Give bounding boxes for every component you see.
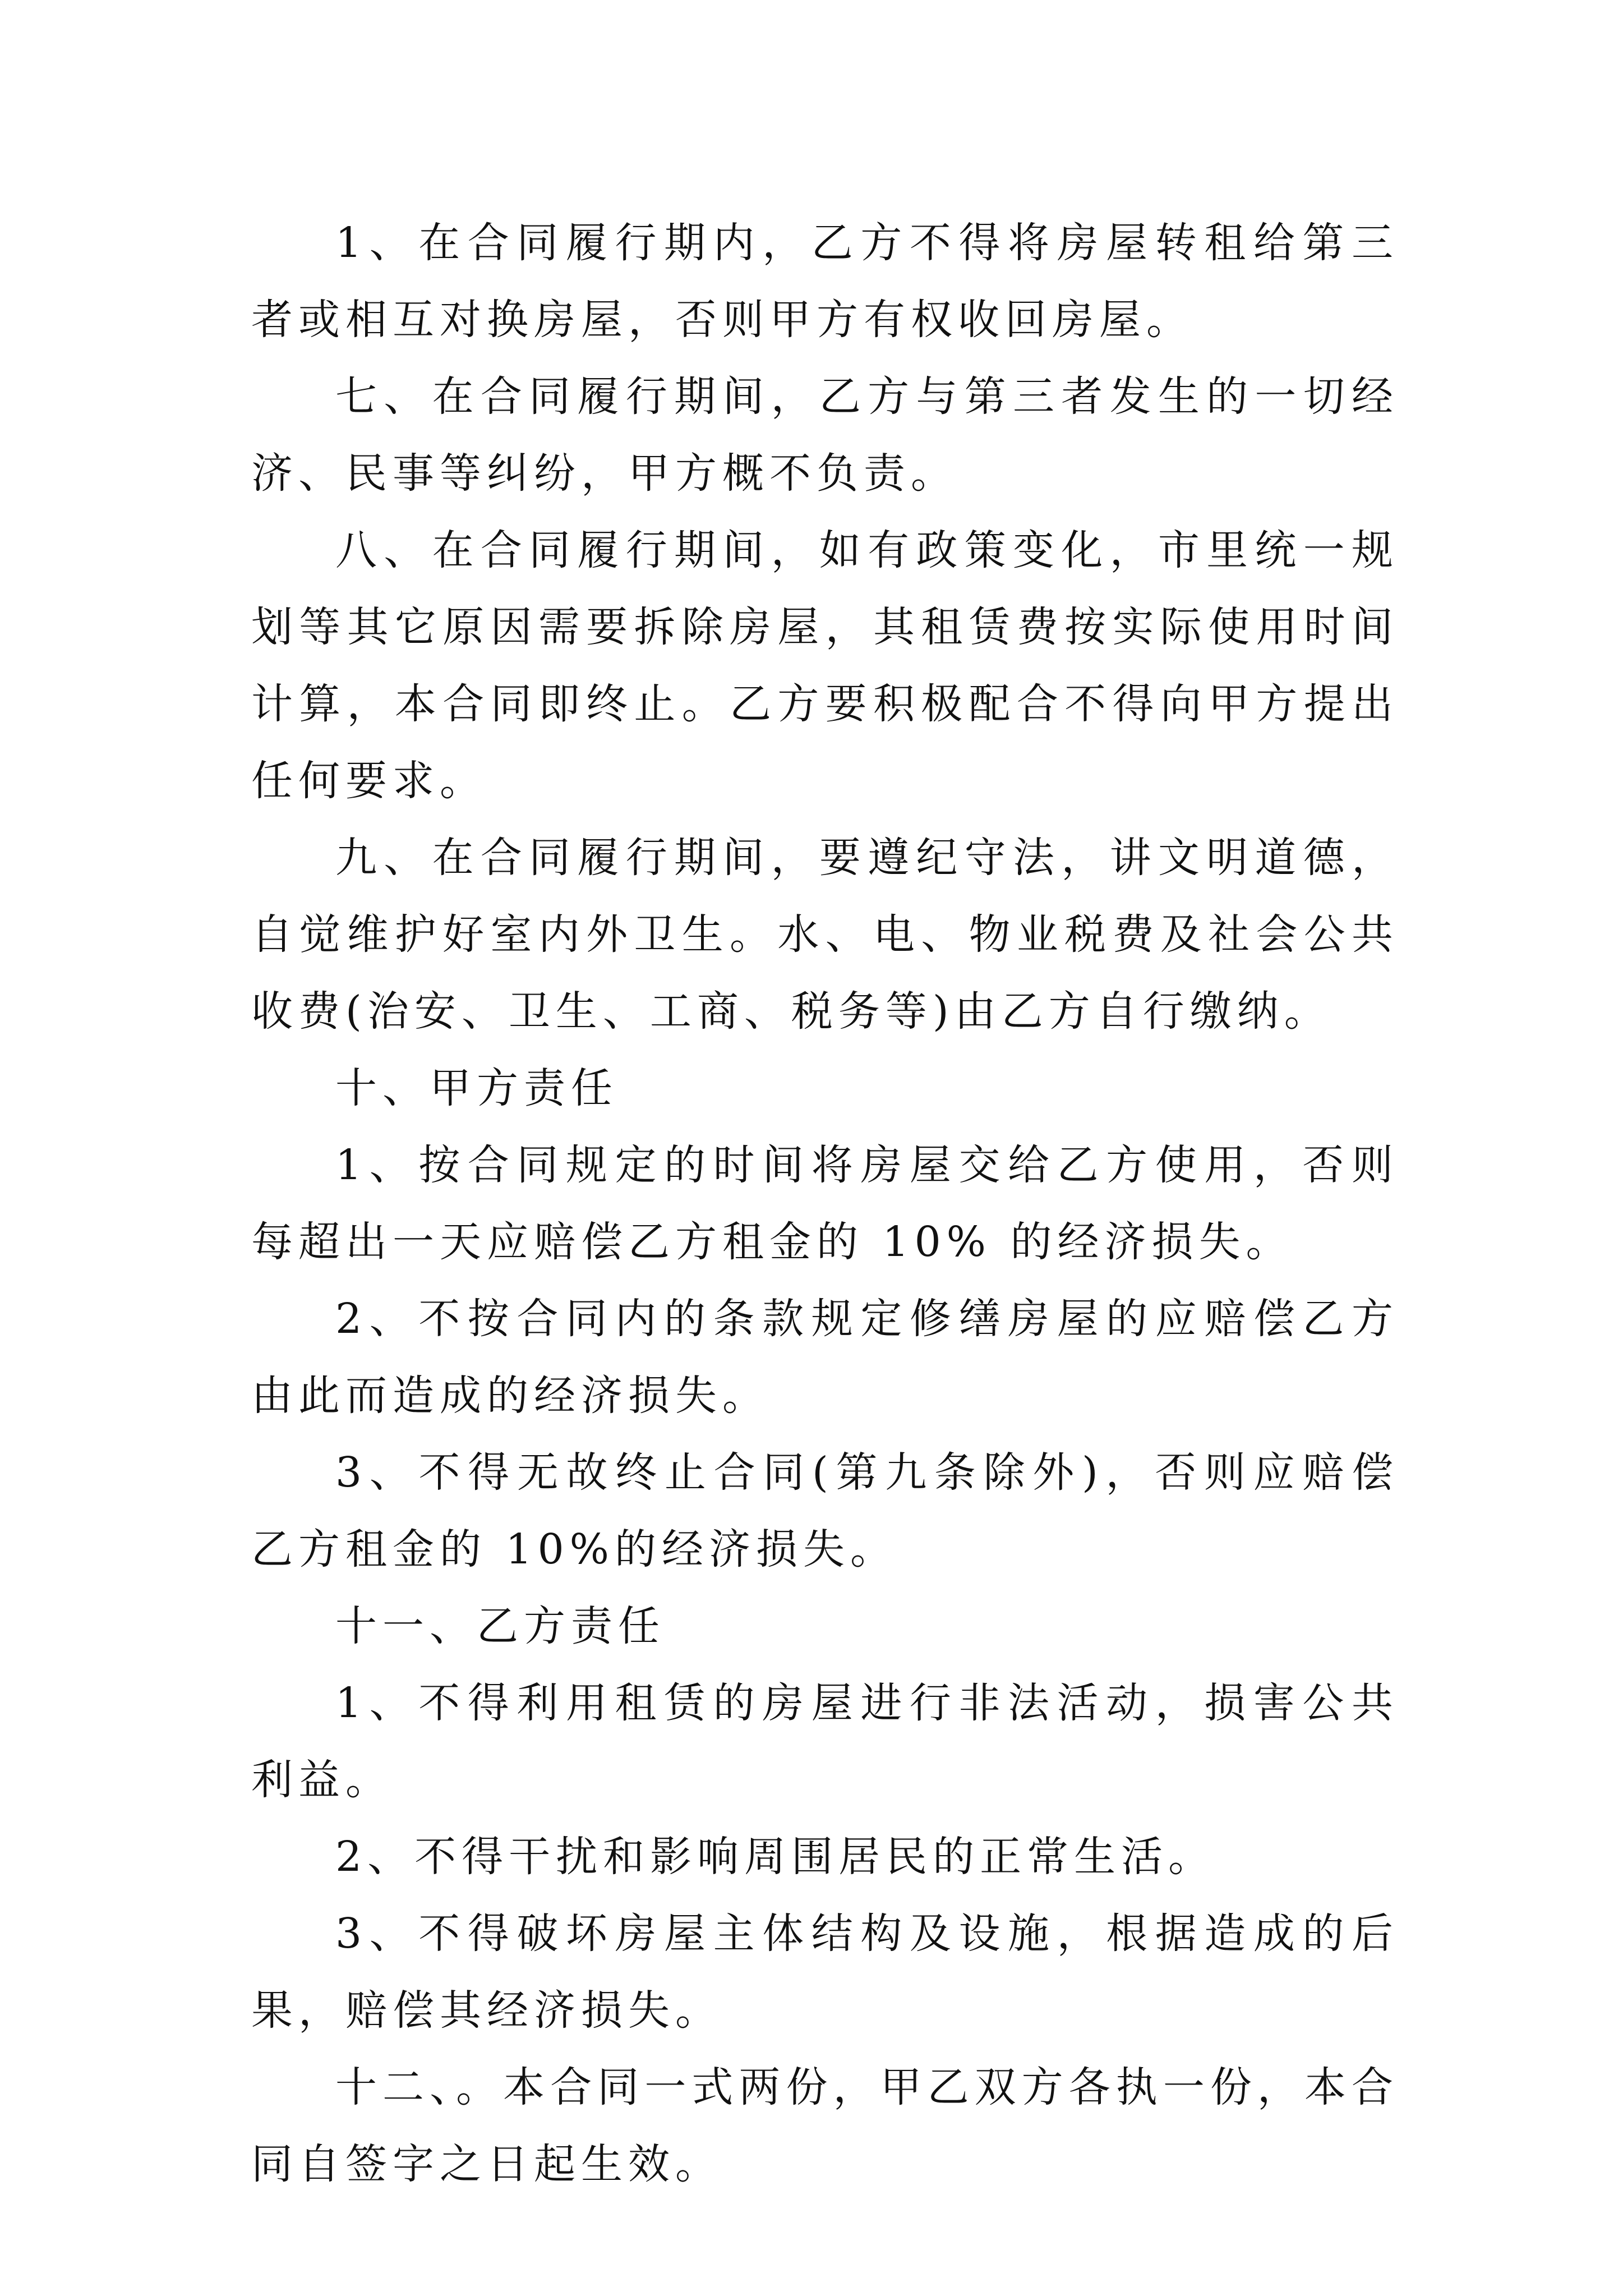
paragraph-article-10-item-1: 1、按合同规定的时间将房屋交给乙方使用，否则每超出一天应赔偿乙方租金的 10% 的经济损失。 xyxy=(251,1141,1399,1266)
paragraph-article-11-item-1: 1、不得利用租赁的房屋进行非法活动，损害公共利益。 xyxy=(251,1679,1399,1804)
paragraph-article-11-item-2: 2、不得干扰和影响周围居民的正常生活。 xyxy=(335,1833,1216,1881)
paragraph-article-7: 七、在合同履行期间，乙方与第三者发生的一切经济、民事等纠纷，甲方概不负责。 xyxy=(251,372,1399,498)
paragraph-article-10-item-3: 3、不得无故终止合同(第九条除外)，否则应赔偿乙方租金的 10%的经济损失。 xyxy=(251,1448,1399,1573)
paragraph-article-8: 八、在合同履行期间，如有政策变化，市里统一规划等其它原因需要拆除房屋，其租赁费按实际使用时间计算，本合同即终止。乙方要积极配合不得向甲方提出任何要求。 xyxy=(251,526,1399,805)
document-body xyxy=(251,205,1399,2203)
paragraph-article-11-item-3: 3、不得破坏房屋主体结构及设施，根据造成的后果，赔偿其经济损失。 xyxy=(251,1910,1399,2035)
heading-article-10: 十、甲方责任 xyxy=(335,1064,618,1112)
paragraph-sublet-clause: 1、在合同履行期内，乙方不得将房屋转租给第三者或相互对换房屋，否则甲方有权收回房屋。 xyxy=(251,219,1399,344)
heading-article-11: 十一、乙方责任 xyxy=(335,1602,665,1650)
paragraph-article-9: 九、在合同履行期间，要遵纪守法，讲文明道德，自觉维护好室内外卫生。水、电、物业税费及社会公共收费(治安、卫生、工商、税务等)由乙方自行缴纳。 xyxy=(251,834,1399,1036)
paragraph-article-10-item-2: 2、不按合同内的条款规定修缮房屋的应赔偿乙方由此而造成的经济损失。 xyxy=(251,1295,1399,1420)
paragraph-article-12: 十二、。本合同一式两份，甲乙双方各执一份，本合同自签字之日起生效。 xyxy=(251,2063,1399,2188)
